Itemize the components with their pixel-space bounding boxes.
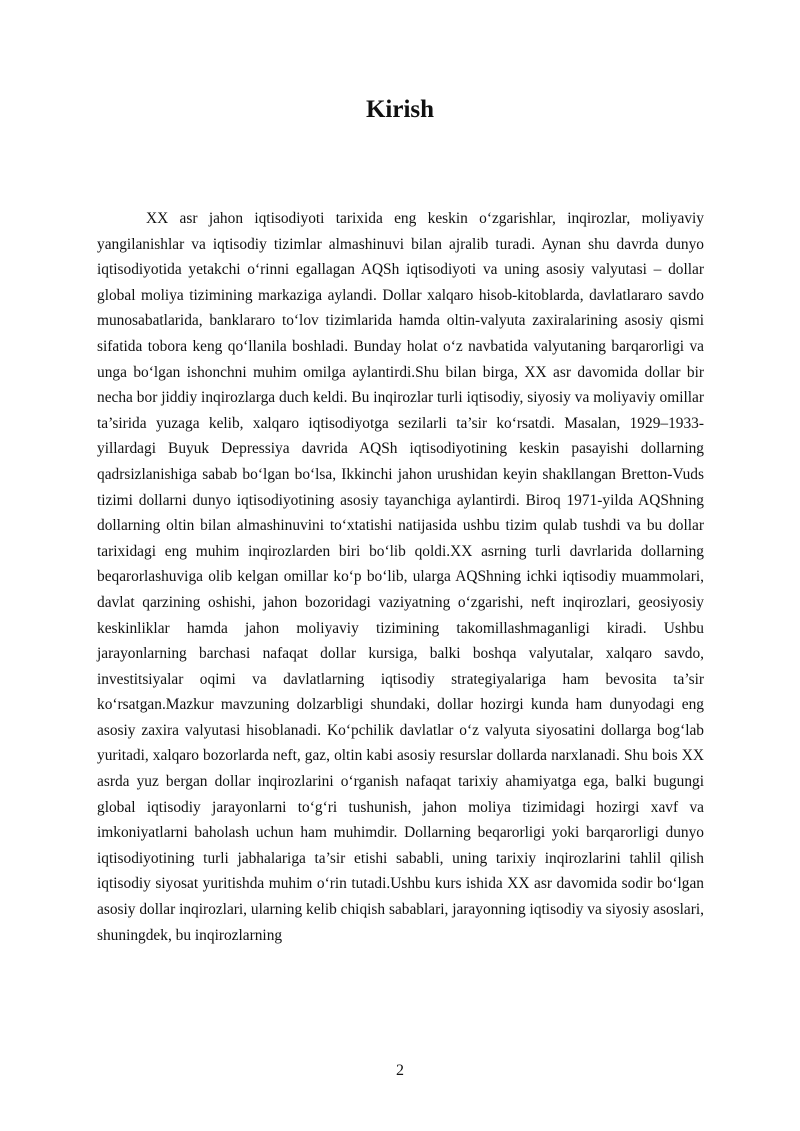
page-number: 2 [396, 1062, 404, 1079]
body-paragraph: XX asr jahon iqtisodiyoti tarixida eng keskin o‘zgarishlar, inqirozlar, moliyaviy yangilanishlar va iqtisodiy tizimlar almashinuvi bilan ajralib turadi. Aynan shu davrda dunyo iqtisodiyotida yetakchi o‘rinni egallagan AQSh iqtisodiyoti va uning asosiy valyutasi – dollar global moliya tizimining markaziga aylandi. Dollar xalqaro hisob-kitoblarda, davlatlararo savdo munosabatlarida, banklararo to‘lov tizimlarida hamda oltin-valyuta zaxiralarining asosiy qismi sifatida tobora keng qo‘llanila boshladi. Bunday holat o‘z navbatida valyutaning barqarorligi va unga bo‘lgan ishonchni muhim omilga aylantirdi.Shu bilan birga, XX asr davomida dollar bir necha bor jiddiy inqirozlarga duch keldi. Bu inqirozlar turli iqtisodiy, siyosiy va moliyaviy omillar ta’sirida yuzaga kelib, xalqaro iqtisodiyotga sezilarli ta’sir ko‘rsatdi. Masalan, 1929–1933-yillardagi Buyuk Depressiya davrida AQSh iqtisodiyotining keskin pasayishi dollarning qadrsizlanishiga sabab bo‘lgan bo‘lsa, Ikkinchi jahon urushidan keyin shakllangan Bretton-Vuds tizimi dollarni dunyo iqtisodiyotining asosiy tayanchiga aylantirdi. Biroq 1971-yilda AQShning dollarning oltin bilan almashinuvini to‘xtatishi natijasida ushbu tizim qulab tushdi va bu dollar tarixidagi eng muhim inqirozlarden biri bo‘lib qoldi.XX asrning turli davrlarida dollarning beqarorlashuviga olib kelgan omillar ko‘p bo‘lib, ularga AQShning ichki iqtisodiy muammolari, davlat qarzining oshishi, jahon bozoridagi vaziyatning o‘zgarishi, neft inqirozlari, geosiyosiy keskinliklar hamda jahon moliyaviy tizimining takomillashmaganligi kiradi. Ushbu jarayonlarning barchasi nafaqat dollar kursiga, balki boshqa valyutalar, xalqaro savdo, investitsiyalar oqimi va davlatlarning iqtisodiy strategiyalariga ham bevosita ta’sir ko‘rsatgan.Mazkur mavzuning dolzarbligi shundaki, dollar hozirgi kunda ham dunyodagi eng asosiy zaxira valyutasi hisoblanadi. Ko‘pchilik davlatlar o‘z valyuta siyosatini dollarga bog‘lab yuritadi, xalqaro bozorlarda neft, gaz, oltin kabi asosiy resurslar dollarda narxlanadi. Shu bois XX asrda yuz bergan dollar inqirozlarini o‘rganish nafaqat tarixiy ahamiyatga ega, balki bugungi global iqtisodiy jarayonlarni to‘g‘ri tushunish, jahon moliya tizimidagi hozirgi xavf va imkoniyatlarni baholash uchun ham muhimdir. Dollarning beqarorligi yoki barqarorligi dunyo iqtisodiyotining turli jabhalariga ta’sir etishi sababli, uning tarixiy inqirozlarini tahlil qilish iqtisodiy siyosat yuritishda muhim o‘rin tutadi.Ushbu kurs ishida XX asr davomida sodir bo‘lgan asosiy dollar inqirozlari, ularning kelib chiqish sabablari, jarayonning iqtisodiy va siyosiy asoslari, shuningdek, bu inqirozlarning [97, 210, 704, 944]
page-title: Kirish [365, 96, 435, 123]
